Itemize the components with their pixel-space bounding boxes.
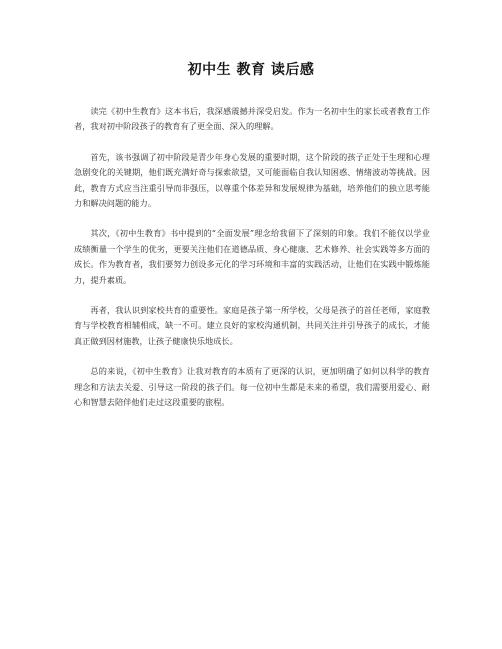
paragraph-first-point: 首先，该书强调了初中阶段是青少年身心发展的重要时期，这个阶段的孩子正处于生理和心理急剧变化的关键期，他们既充满好奇与探索欲望，又可能面临自我认知困惑、情绪波动等挑战。因此，教育方式应当注重引导而非强压，以尊重个体差异和发展规律为基础，培养他们的独立思考能力和解决问题的能力。 bbox=[74, 151, 430, 209]
document-title: 初中生 教育 读后感 bbox=[187, 62, 315, 78]
paragraph-second-point: 其次，《初中生教育》书中提到的“全面发展”理念给我留下了深刻的印象。我们不能仅以学业成绩衡量一个学生的优劣，更要关注他们在道德品质、身心健康、艺术修养、社会实践等多方面的成长。作为教育者，我们要努力创设多元化的学习环境和丰富的实践活动，让他们在实践中锻炼能力，提升素质。 bbox=[74, 228, 430, 285]
document-body bbox=[74, 104, 430, 426]
paragraph-intro: 读完《初中生教育》这本书后，我深感震撼并深受启发。作为一名初中生的家长或者教育工作者，我对初中阶段孩子的教育有了更全面、深入的理解。 bbox=[74, 106, 430, 132]
paragraph-conclusion: 总的来说，《初中生教育》让我对教育的本质有了更深的认识，更加明确了如何以科学的教育理念和方法去关爱、引导这一阶段的孩子们。每一位初中生都是未来的希望，我们需要用爱心、耐心和智慧去陪伴他们走过这段重要的旅程。 bbox=[74, 366, 430, 408]
paragraph-third-point: 再者，我认识到家校共育的重要性。家庭是孩子第一所学校，父母是孩子的首任老师，家庭教育与学校教育相辅相成，缺一不可。建立良好的家校沟通机制，共同关注并引导孩子的成长，才能真正做到因材施教，让孩子健康快乐地成长。 bbox=[74, 305, 430, 346]
